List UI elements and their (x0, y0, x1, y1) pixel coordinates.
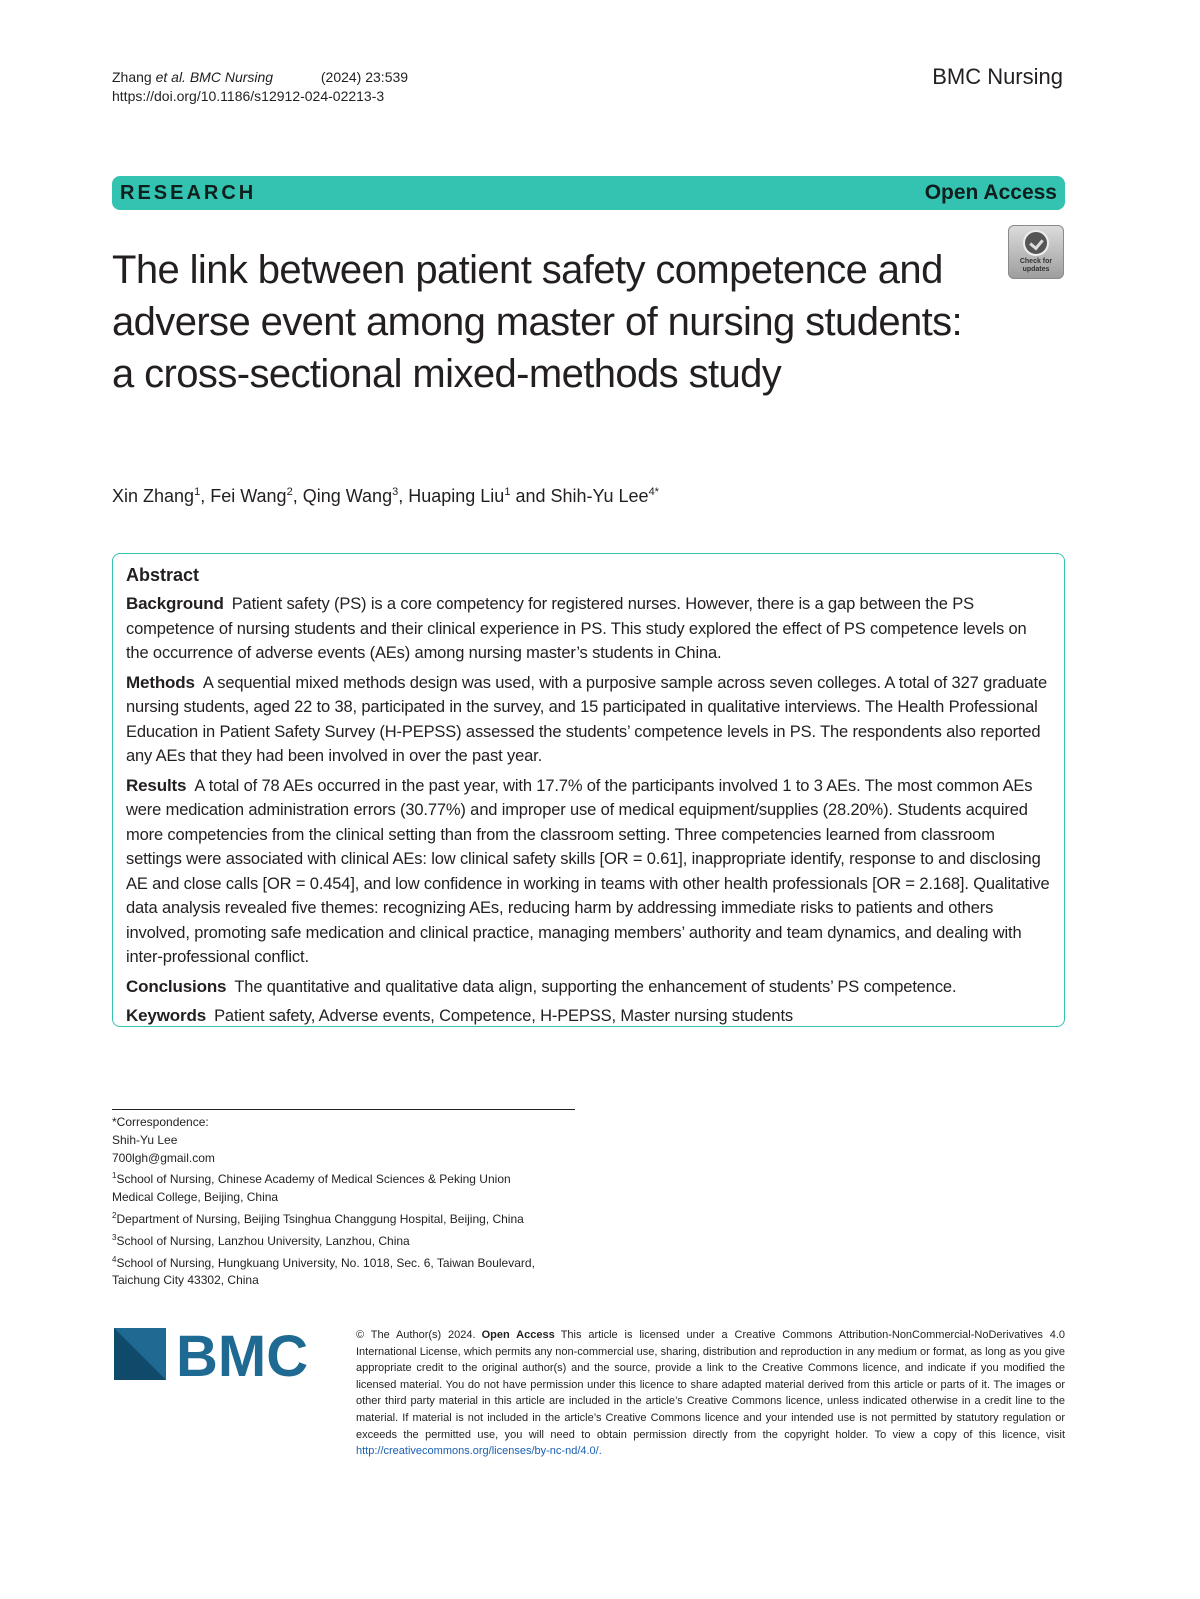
citation-line (112, 68, 408, 87)
footnote-divider (112, 1109, 575, 1110)
article-type-label: RESEARCH (120, 181, 257, 204)
svg-text:BMC: BMC (176, 1328, 309, 1380)
article-citation (112, 68, 408, 106)
citation-journal: BMC Nursing (189, 69, 274, 85)
doi-link[interactable]: https://doi.org/10.1186/s12912-024-02213-3 (112, 88, 385, 104)
author-3[interactable]: Qing Wang$^3$ (302, 486, 399, 506)
citation-year-volume: (2024) 23:539 (320, 69, 409, 85)
article-type-banner (112, 176, 1065, 210)
open-access-label: Open Access (924, 181, 1057, 204)
journal-name: BMC Nursing (932, 64, 1063, 89)
abstract-results: Results A total of 78 AEs occurred in the past year, with 17.7% of the participants involved 1 to 3 AEs. The most common AEs were medication administration errors (30.77%) and improper use of medical equipment/supplies (28.20%). Students acquired more competencies from the clinical setting than from the classroom setting. Three competencies learned from classroom settings were associated with clinical AEs: low clinical safety skills [OR = 0.61], inappropriate identify, response to and disclosing AE and close calls [OR = 0.454], and low confidence in working in teams with other health professionals [OR = 2.168]. Qualitative data analysis revealed five themes: recognizing AEs, reducing harm by addressing immediate risks to patients and others involved, promoting safe medication and clinical practice, managing members’ authority and team dynamics, and dealing with inter-professional conflict. (126, 775, 1050, 966)
abstract-conclusions: Conclusions The quantitative and qualitative data align, supporting the enhancement of students’ PS competence. (126, 976, 957, 996)
author-list: Xin Zhang$^1$, Fei Wang$^2$, Qing Wang$^3$, Huaping Liu$^1$ and Shih-Yu Lee$^{4*}$ (112, 486, 659, 506)
abstract-background: Background Patient safety (PS) is a core competency for registered nurses. However, there is a gap between the PS competence of nursing students and their clinical experience in PS. This study explored the effect of PS competence levels on the occurrence of adverse events (AEs) among nursing master’s students in China. (126, 594, 1027, 662)
citation-authors: Zhang (112, 69, 152, 85)
abstract-box (112, 553, 1065, 1027)
affiliation-3: $^3$School of Nursing, Lanzhou University, Lanzhou, China (112, 1232, 410, 1248)
affiliation-1: $^1$School of Nursing, Chinese Academy of Medical Sciences & Peking Union Medical College, Beijing, China (112, 1171, 511, 1205)
check-for-updates-button[interactable] (1008, 225, 1064, 279)
check-updates-label: Check for updates (1019, 258, 1053, 273)
author-2[interactable]: Fei Wang$^2$ (210, 486, 293, 506)
bmc-logo (114, 1328, 328, 1380)
license-link[interactable]: http://creativecommons.org/licenses/by-nc-nd/4.0/. (356, 1445, 602, 1458)
abstract-heading: Abstract (126, 565, 200, 585)
correspondence-email[interactable]: 700lgh@gmail.com (112, 1150, 215, 1165)
abstract-methods: Methods A sequential mixed methods design was used, with a purposive sample across seven colleges. A total of 327 graduate nursing students, aged 22 to 38, participated in the survey, and 15 participated in qualitative interviews. The Health Professional Education in Patient Safety Survey (H-PEPSS) assessed the students’ competence levels in PS. The respondents also reported any AEs that they had been involved in over the past year. (126, 672, 1048, 765)
author-4[interactable]: Huaping Liu$^1$ (408, 486, 511, 506)
correspondence-name: Shih-Yu Lee (112, 1132, 178, 1147)
article-title: The link between patient safety competence and adverse event among master of nursing students: a cross-sectional mixed-methods study (112, 248, 963, 396)
author-5[interactable]: Shih-Yu Lee$^{4*}$ (550, 486, 659, 506)
affiliation-4: $^4$School of Nursing, Hungkuang University, No. 1018, Sec. 6, Taiwan Boulevard, Taichung City 43302, China (112, 1254, 535, 1288)
footnotes (112, 1114, 542, 1290)
affiliation-2: $^2$Department of Nursing, Beijing Tsinghua Changgung Hospital, Beijing, China (112, 1210, 524, 1226)
license-text: © The Author(s) 2024. Open Access This article is licensed under a Creative Commons Attribution-NonCommercial-NoDerivatives 4.0 International License, which permits any non-commercial use, sharing, distribution and reproduction in any medium or format, as long as you give appropriate credit to the original author(s) and the source, provide a link to the Creative Commons licence, and indicate if you modified the licensed material. You do not have permission under this licence to share adapted material derived from this article or parts of it. The images or other third party material in this article are included in the article’s Creative Commons licence, unless indicated otherwise in a credit line to the material. If material is not included in the article’s Creative Commons licence and your intended use is not permitted by statutory regulation or exceeds the permitted use, you will need to obtain permission directly from the copyright holder. To view a copy of this licence, visit http://creativecommons.org/licenses/by-nc-nd/4.0/. (356, 1329, 1066, 1458)
abstract-keywords: Keywords Patient safety, Adverse events, Competence, H-PEPSS, Master nursing students (126, 1006, 793, 1025)
author-1[interactable]: Xin Zhang$^1$ (112, 486, 201, 506)
citation-etal: et al. (155, 69, 186, 85)
correspondence-label: *Correspondence: (112, 1115, 209, 1129)
check-updates-icon (1023, 230, 1049, 256)
